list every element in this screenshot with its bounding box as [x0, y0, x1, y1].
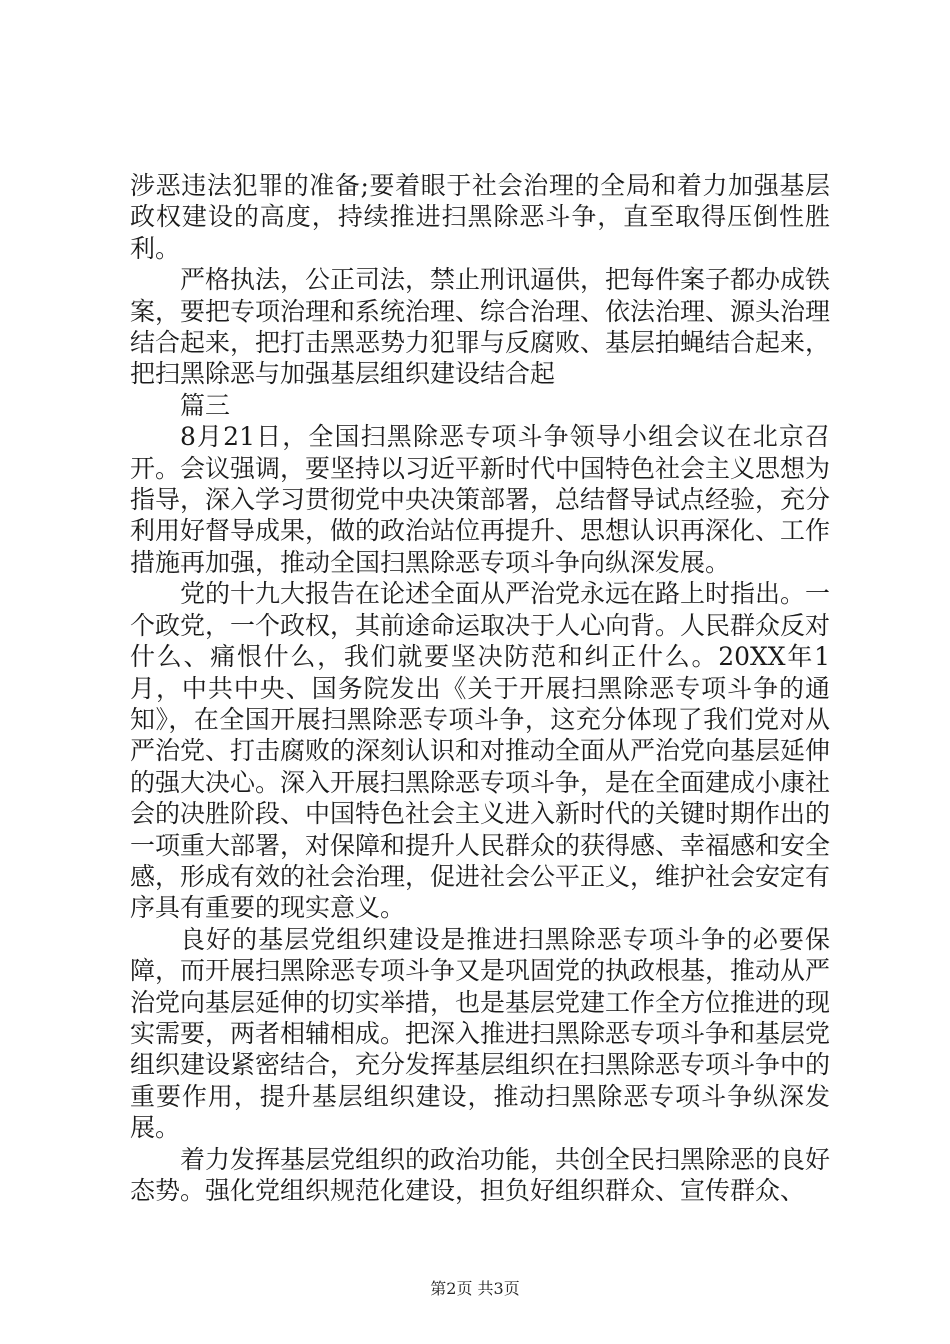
paragraph-nineteenth-congress: 党的十九大报告在论述全面从严治党永远在路上时指出。一个政党，一个政权，其前途命运取决于人心向背。人民群众反对什么、痛恨什么，我们就要坚决防范和纠正什么。20XX年1月，中共中央、国务院发出《关于开展扫黑除恶专项斗争的通知》，在全国开展扫黑除恶专项斗争，这充分体现了我们党对从严治党、打击腐败的深刻认识和对推动全面从严治党向基层延伸的强大决心。深入开展扫黑除恶专项斗争，是在全面建成小康社会的决胜阶段、中国特色社会主义进入新时代的关键时期作出的一项重大部署，对保障和提升人民群众的获得感、幸福感和安全感，形成有效的社会治理，促进社会公平正义，维护社会安定有序具有重要的现实意义。: [130, 579, 831, 923]
paragraph-continued: 涉恶违法犯罪的准备;要着眼于社会治理的全局和着力加强基层政权建设的高度，持续推进扫黑除恶斗争，直至取得压倒性胜利。: [130, 171, 830, 263]
paragraph-law-enforcement: 严格执法，公正司法，禁止刑讯逼供，把每件案子都办成铁案，要把专项治理和系统治理、综合治理、依法治理、源头治理结合起来，把打击黑恶势力犯罪与反腐败、基层拍蝇结合起来，把扫黑除恶与加强基层组织建设结合起: [130, 265, 831, 389]
paragraph-grassroots-party: 良好的基层党组织建设是推进扫黑除恶专项斗争的必要保障，而开展扫黑除恶专项斗争又是巩固党的执政根基，推动从严治党向基层延伸的切实举措，也是基层党建工作全方位推进的现实需要，两者相辅相成。把深入推进扫黑除恶专项斗争和基层党组织建设紧密结合，充分发挥基层组织在扫黑除恶专项斗争中的重要作用，提升基层组织建设，推动扫黑除恶专项斗争纵深发展。: [130, 924, 831, 1143]
paragraph-political-function: 着力发挥基层党组织的政治功能，共创全民扫黑除恶的良好态势。强化党组织规范化建设，担负好组织群众、宣传群众、: [130, 1144, 831, 1205]
document-body: [130, 170, 830, 1206]
page-footer: 第2页 共3页: [430, 1279, 520, 1298]
section-heading: 篇三: [180, 390, 231, 420]
paragraph-meeting: 8月21日，全国扫黑除恶专项斗争领导小组会议在北京召开。会议强调，要坚持以习近平新时代中国特色社会主义思想为指导，深入学习贯彻党中央决策部署，总结督导试点经验，充分利用好督导成果，做的政治站位再提升、思想认识再深化、工作措施再加强，推动全国扫黑除恶专项斗争向纵深发展。: [130, 422, 831, 577]
